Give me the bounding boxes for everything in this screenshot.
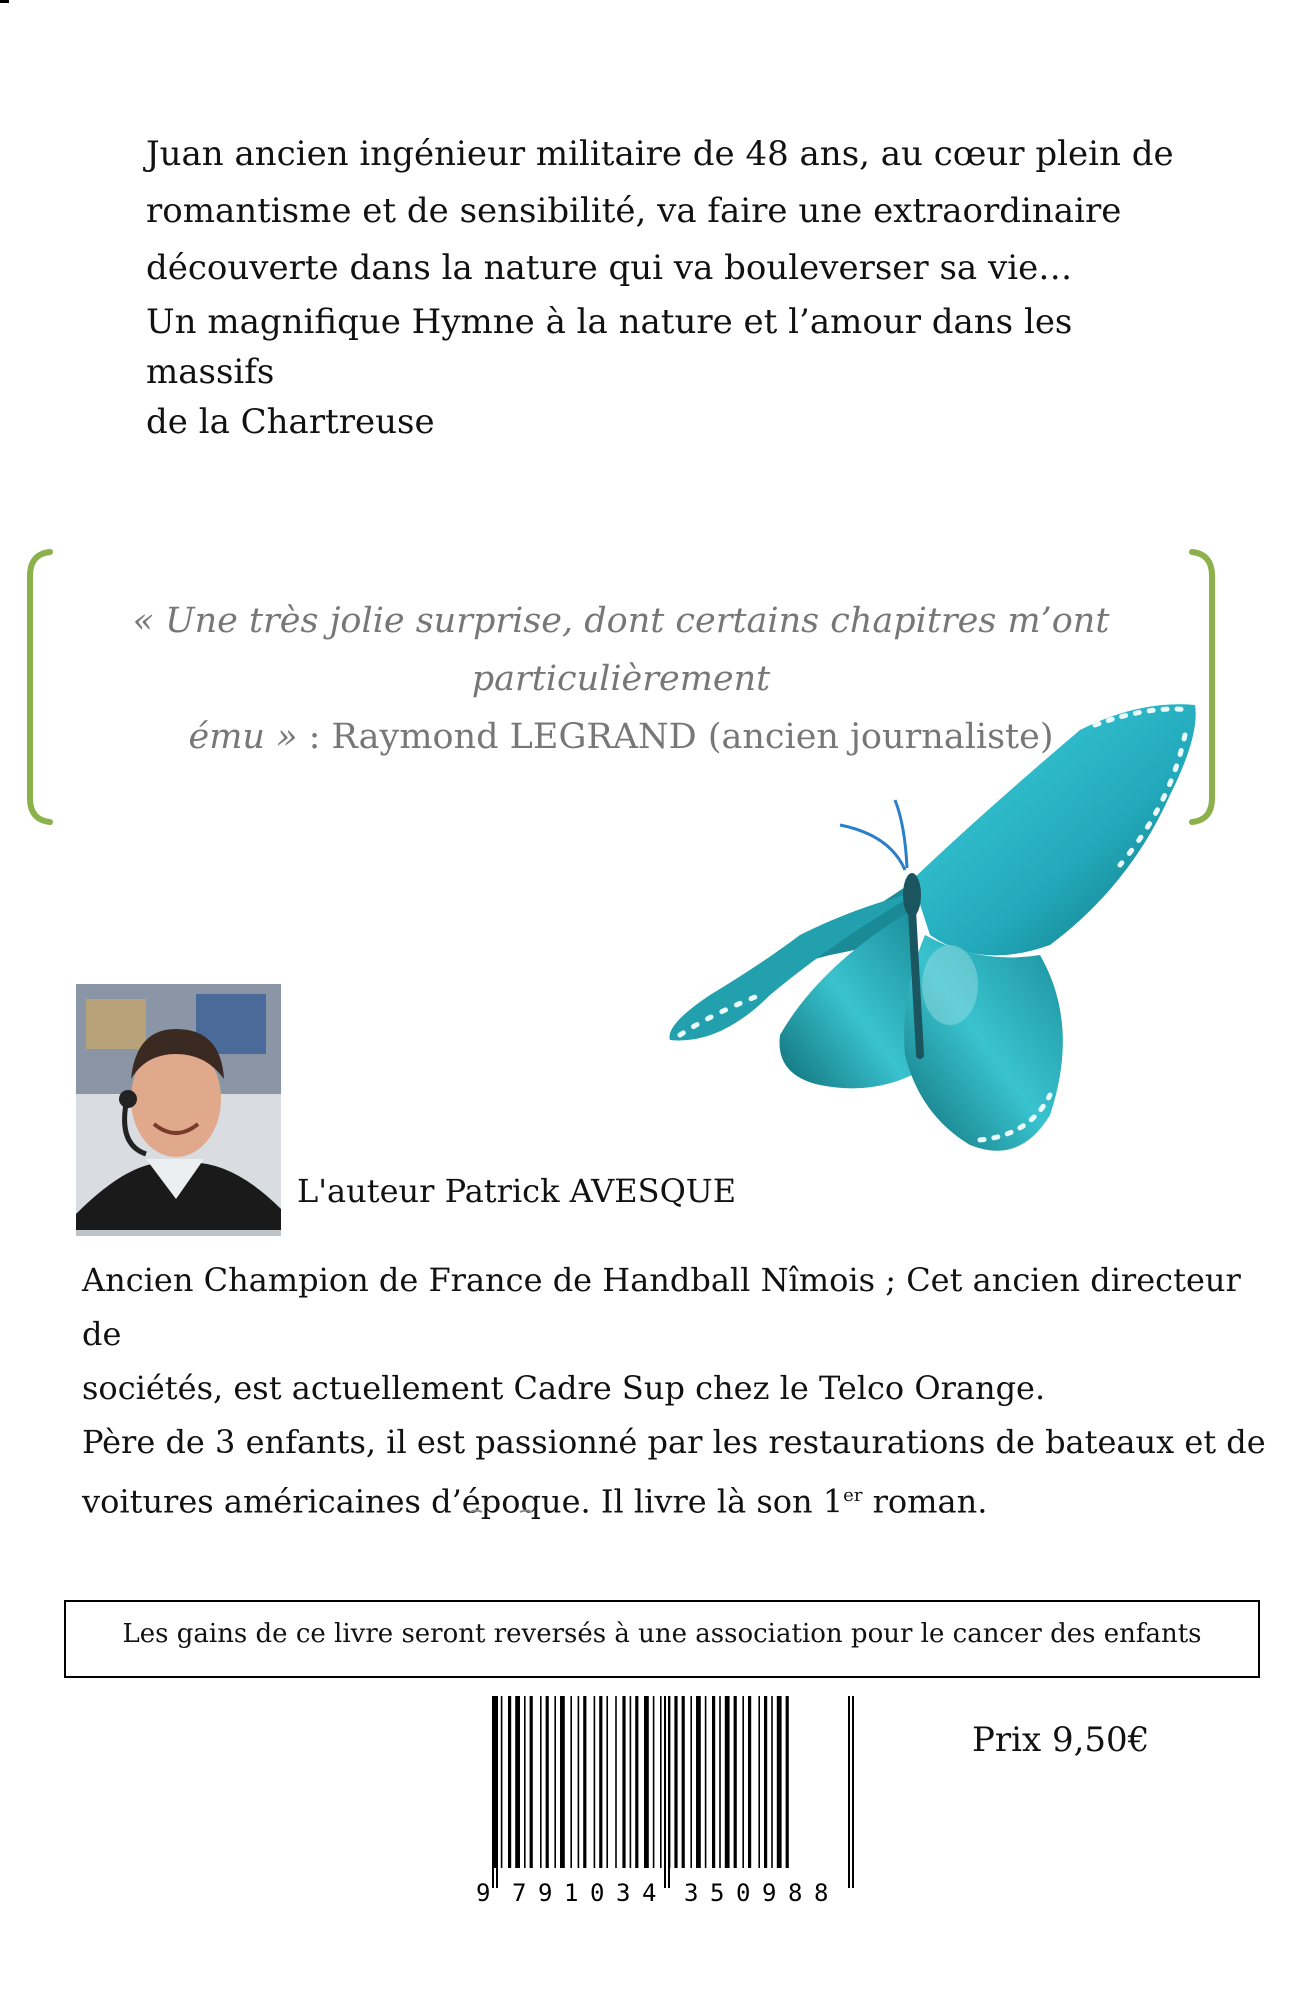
bio-line-end: roman. xyxy=(862,1482,988,1521)
barcode-bar xyxy=(524,1696,526,1868)
barcode-bar xyxy=(644,1696,649,1868)
intro-tagline-line: de la Chartreuse xyxy=(146,402,435,442)
barcode-bar xyxy=(771,1696,773,1868)
barcode-bar xyxy=(696,1696,701,1868)
barcode-bar xyxy=(515,1696,520,1868)
charity-notice-text: Les gains de ce livre seront reversés à une association pour le cancer des enfants xyxy=(122,1619,1202,1649)
barcode-bar xyxy=(635,1696,638,1868)
barcode-digit: 3 xyxy=(684,1879,699,1906)
barcode-bar xyxy=(560,1696,565,1868)
bio-line-text: voitures américaines d’époque. Il livre là son 1 xyxy=(82,1482,844,1521)
barcode-bar xyxy=(725,1696,730,1868)
intro-line: Juan ancien ingénieur militaire de 48 ans, au cœur plein de xyxy=(146,134,1174,174)
barcode-bar xyxy=(674,1696,677,1868)
quote-text-end: ému » xyxy=(188,717,298,757)
decorative-dots xyxy=(468,1508,538,1516)
barcode-bar xyxy=(630,1696,632,1868)
barcode-digit: 4 xyxy=(642,1879,657,1906)
barcode-digit: 0 xyxy=(736,1879,751,1906)
barcode-guard-bar xyxy=(496,1696,498,1888)
barcode-bar xyxy=(622,1696,625,1868)
bio-ordinal-suffix: er xyxy=(843,1485,863,1506)
barcode-bar xyxy=(570,1696,572,1868)
bio-line xyxy=(82,1469,1282,1529)
price-label: Prix 9,50€ xyxy=(972,1720,1150,1760)
barcode-bar xyxy=(764,1696,767,1868)
butterfly-illustration xyxy=(650,695,1210,1175)
charity-notice xyxy=(64,1600,1260,1678)
barcode-digit: 0 xyxy=(590,1879,605,1906)
barcode-bar xyxy=(599,1696,602,1868)
intro-tagline-line: Un magnifique Hymne à la nature et l’amour dans les massifs xyxy=(146,302,1073,392)
author-bio xyxy=(82,1253,1282,1529)
quote-attribution: : Raymond LEGRAND (ancien journaliste) xyxy=(297,717,1054,757)
intro-line: découverte dans la nature qui va bouleverser sa vie… xyxy=(146,248,1073,288)
bio-line: Ancien Champion de France de Handball Nîmois ; Cet ancien directeur de xyxy=(82,1261,1241,1353)
barcode-bar xyxy=(734,1696,737,1868)
barcode-bar xyxy=(690,1696,692,1868)
barcode-guard-bar xyxy=(852,1696,854,1888)
barcode-bar xyxy=(777,1696,782,1868)
barcode-bar xyxy=(546,1696,549,1868)
barcode-digit: 5 xyxy=(710,1879,725,1906)
bio-line: Père de 3 enfants, il est passionné par les restaurations de bateaux et de xyxy=(82,1423,1266,1461)
barcode-bar xyxy=(712,1696,715,1868)
barcode-bar xyxy=(508,1696,511,1868)
barcode-digit: 3 xyxy=(616,1879,631,1906)
barcode-bar xyxy=(578,1696,580,1868)
barcode-guard-bar xyxy=(668,1696,670,1888)
intro-tagline xyxy=(146,297,1176,447)
barcode-bar xyxy=(705,1696,707,1868)
quote-text: « Une très jolie surprise, dont certains chapitres m’ont particulièrement xyxy=(132,601,1110,699)
barcode-digit: 1 xyxy=(564,1879,579,1906)
barcode-bar xyxy=(660,1696,662,1868)
isbn-barcode xyxy=(466,1696,866,1906)
barcode-guard-bar xyxy=(492,1696,494,1888)
barcode-digit: 7 xyxy=(512,1879,527,1906)
barcode-bar xyxy=(653,1696,655,1868)
barcode-bar xyxy=(748,1696,751,1868)
barcode-bar xyxy=(682,1696,685,1868)
barcode-bar xyxy=(554,1696,556,1868)
barcode-guard-bar xyxy=(664,1696,666,1888)
barcode-bar xyxy=(742,1696,744,1868)
barcode-bar xyxy=(540,1696,542,1868)
barcode-bar xyxy=(606,1696,608,1868)
barcode-digit: 8 xyxy=(788,1879,803,1906)
intro-line: romantisme et de sensibilité, va faire une extraordinaire xyxy=(146,191,1122,231)
intro-text xyxy=(146,126,1176,447)
barcode-bar xyxy=(758,1696,760,1868)
barcode-bar xyxy=(786,1696,789,1868)
bio-line: sociétés, est actuellement Cadre Sup chez le Telco Orange. xyxy=(82,1369,1046,1407)
barcode-digit: 9 xyxy=(538,1879,553,1906)
barcode-bar xyxy=(594,1696,596,1868)
barcode-bar xyxy=(583,1696,586,1868)
barcode-bar xyxy=(719,1696,721,1868)
barcode-digit: 9 xyxy=(762,1879,777,1906)
barcode-bar xyxy=(615,1696,617,1868)
author-caption: L'auteur Patrick AVESQUE xyxy=(297,1172,737,1210)
barcode-guard-bar xyxy=(848,1696,850,1888)
barcode-digit: 8 xyxy=(814,1879,829,1906)
left-bracket-icon xyxy=(24,548,54,826)
barcode-bar xyxy=(530,1696,533,1868)
barcode-digit: 9 xyxy=(476,1879,491,1906)
barcode-bar xyxy=(501,1696,503,1868)
corner-mark xyxy=(0,0,9,3)
author-photo xyxy=(76,984,281,1236)
